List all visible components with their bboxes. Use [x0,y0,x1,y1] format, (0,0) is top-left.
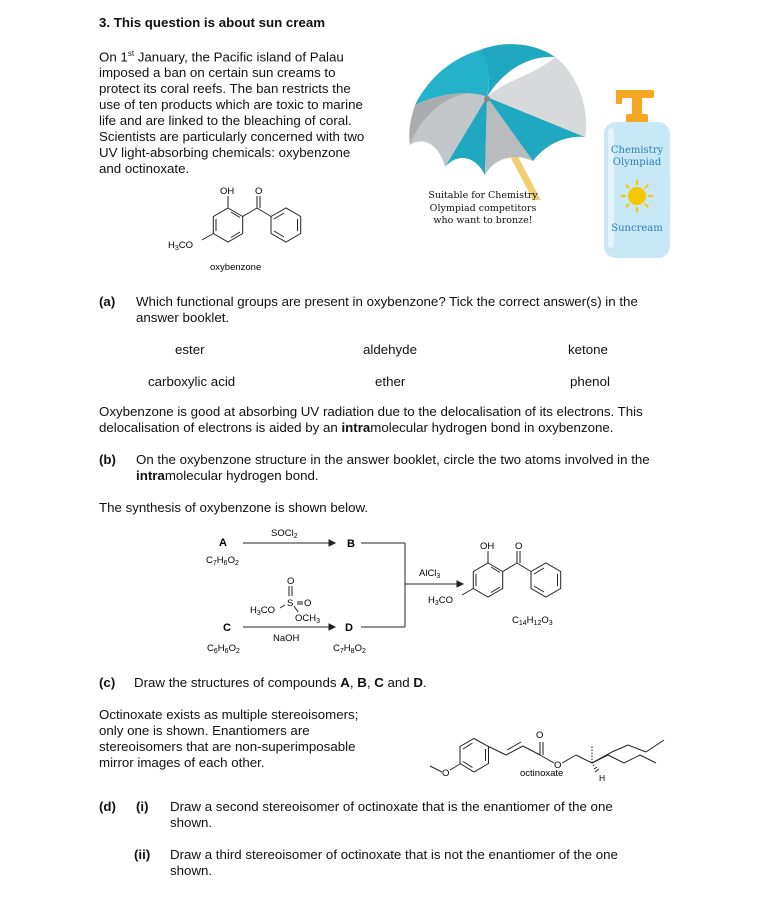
reagent-och3: $OCH_3$ [295,613,321,625]
part-d-label: (d) [99,799,116,814]
intro-line: Scientists are particularly concerned with two [99,129,365,145]
part-c-question: Draw the structures of compounds A, B, C and D. [134,675,427,690]
part-a-line: Which functional groups are present in oxybenzone? Tick the correct answer(s) in the [136,294,638,309]
part-d-ii-question [170,847,690,879]
intro-paragraph [99,46,399,177]
pump-stem [632,98,642,116]
compound-b-label: B [347,538,355,550]
umbrella-tip [484,96,490,102]
socl2-reagent: SOCl$_2$ [271,528,298,540]
umbrella-caption-line: Suitable for Chemistry [428,190,538,201]
part-b-line: intramolecular hydrogen bond. [136,468,319,483]
bottle-brand-line: Chemistry [610,145,664,156]
bottle-brand [604,145,670,169]
octinoxate-label: octinoxate [520,768,564,779]
bottle-product: Suncream [611,223,663,234]
part-a-line: answer booklet. [136,310,230,325]
alcl3-reagent: AlCl$_3$ [419,568,441,580]
octinoxate-ether-o: O [442,768,450,779]
reagent-eq-o: O [304,598,312,609]
octinoxate-paragraph [99,707,399,771]
part-b-label: (b) [99,452,116,467]
part-d-i-question [170,799,690,831]
reagent-s: S [287,598,294,609]
part-d-i-label: (i) [136,799,149,814]
reagent-top-o: O [287,576,295,587]
part-c-label: (c) [99,675,116,690]
intro-line: imposed a ban on certain sun creams to [99,65,336,81]
umbrella-caption-line: who want to bronze! [433,215,533,226]
octinoxate-line: mirror images of each other. [99,755,265,770]
part-b-line: On the oxybenzone structure in the answer booklet, circle the two atoms involved in the [136,452,650,467]
compound-c-formula: $C_6H_6O_2$ [207,643,240,655]
reagent-h3co: $H_3CO$ [250,605,276,617]
suncream-bottle [598,88,678,260]
naoh-reagent: NaOH [273,633,300,644]
product-formula: $C_{14}H_{12}O_3$ [512,615,553,627]
umbrella-illustration [395,35,605,200]
part-d-i-line: shown. [170,815,213,830]
intro-line-1: On 1st January, the Pacific island of Palau [99,49,344,65]
octinoxate-h: H [599,773,606,783]
octinoxate-ester-o: O [554,760,562,771]
part-d-i-line: Draw a second stereoisomer of octinoxate that is the enantiomer of the one [170,799,613,814]
h3co-label: $H_3CO$ [168,240,194,252]
hash-wedge [593,765,599,772]
part-d-ii-line: shown. [170,863,213,878]
option-aldehyde: aldehyde [363,342,417,357]
compound-d-formula: $C_7H_8O_2$ [333,643,366,655]
delocalisation-line: Oxybenzone is good at absorbing UV radiation due to the delocalisation of its electrons. This [99,404,643,419]
part-b-question [136,452,696,484]
intro-line: life and are linked to the bleaching of coral. [99,113,352,129]
oxybenzone-structure [160,180,330,280]
part-a-question [136,294,696,326]
product-oh-label: OH [480,541,495,552]
bottle-brand-line: Olympiad [612,157,662,168]
intro-line: UV light-absorbing chemicals: oxybenzone [99,145,351,161]
octinoxate-line: Octinoxate exists as multiple stereoisomers; [99,707,359,722]
oh-label: OH [220,186,235,197]
option-ketone: ketone [568,342,608,357]
intro-line: and octinoxate. [99,161,190,177]
compound-d-label: D [345,622,353,634]
synthesis-intro: The synthesis of oxybenzone is shown below. [99,500,369,515]
product-h3co-label: $H_3CO$ [428,595,454,607]
octinoxate-structure [420,700,680,785]
pump-nozzle [616,90,622,104]
intro-line: protect its coral reefs. The ban restricts the [99,81,351,97]
option-ether: ether [375,374,406,389]
umbrella-caption-line: Olympiad competitors [429,202,537,214]
carbonyl-o-label: O [255,186,263,197]
part-d-ii-line: Draw a third stereoisomer of octinoxate that is not the enantiomer of the one [170,847,618,862]
part-d-ii-label: (ii) [134,847,151,862]
option-carboxylic-acid: carboxylic acid [148,374,236,389]
question-title: 3. This question is about sun cream [99,15,326,30]
intro-line: use of ten products which are toxic to marine [99,97,363,113]
delocalisation-line: delocalisation of electrons is aided by an intramolecular hydrogen bond in oxybenzone. [99,420,614,435]
compound-a-label: A [219,537,227,549]
oxybenzone-label: oxybenzone [210,262,262,273]
option-ester: ester [175,342,205,357]
octinoxate-line: only one is shown. Enantiomers are [99,723,310,738]
octinoxate-line: stereoisomers that are non-superimposable [99,739,356,754]
part-a-label: (a) [99,294,116,309]
compound-a-formula: $C_7H_6O_2$ [206,555,239,567]
delocalisation-paragraph [99,404,699,436]
octinoxate-carbonyl-o: O [536,730,544,741]
umbrella-caption [428,190,538,228]
option-phenol: phenol [570,374,610,389]
product-o-label: O [515,541,523,552]
compound-c-label: C [223,622,231,634]
synthesis-product-structure [420,535,590,635]
